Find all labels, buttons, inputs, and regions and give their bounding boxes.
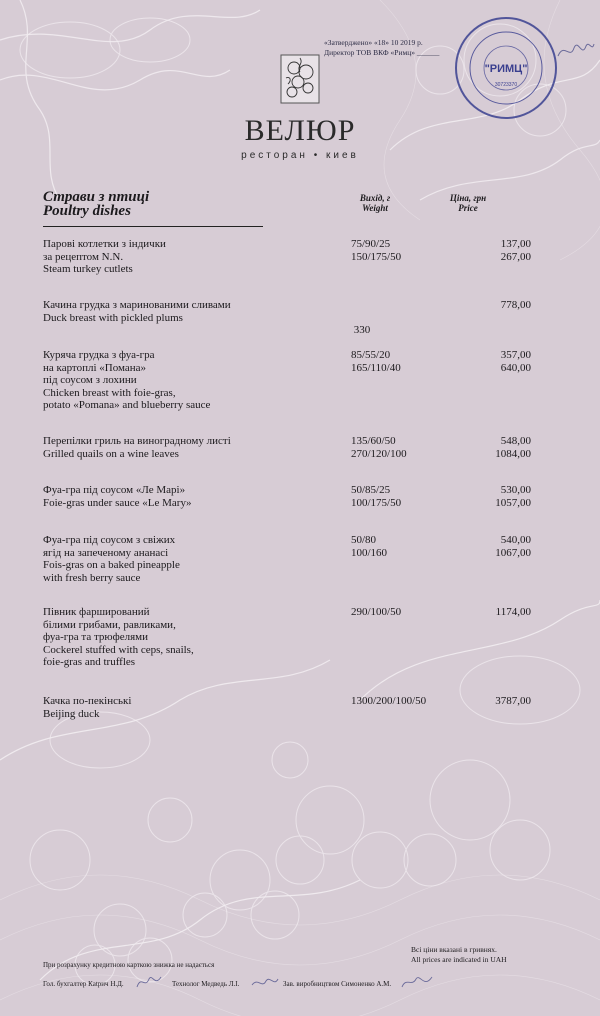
section-title-en: Poultry dishes bbox=[43, 203, 131, 219]
dish-name: на картоплі «Помана» bbox=[43, 361, 147, 374]
dish-name: Фуа-гра під соусом з свіжих bbox=[43, 534, 176, 546]
dish-price: 640,00 bbox=[500, 361, 531, 374]
dish-name: Fois-gras on a baked pineapple bbox=[43, 559, 180, 571]
credit-card-note: При розрахунку кредитною карткою знижка не надається bbox=[43, 961, 215, 969]
approval-director-line: Директор ТОВ ВКФ «Римц» ______ bbox=[324, 48, 440, 57]
dish-name: foie-gras and truffles bbox=[43, 656, 136, 668]
dish-price: 1174,00 bbox=[495, 606, 531, 618]
dish-weight: 75/90/25 bbox=[351, 238, 391, 250]
dish-name: білими грибами, равликами, bbox=[43, 618, 176, 631]
dish-price: 357,00 bbox=[500, 349, 531, 361]
dish-name: Куряча грудка з фуа-гра bbox=[43, 349, 155, 361]
price-header-ua: Ціна, грн bbox=[449, 193, 487, 203]
currency-note bbox=[411, 945, 507, 965]
company-stamp bbox=[452, 14, 560, 122]
dish-price: 540,00 bbox=[500, 534, 531, 546]
dish-name: Качка по-пекінські bbox=[43, 695, 132, 707]
dish-price: 548,00 bbox=[500, 435, 531, 447]
dish-weight: 150/175/50 bbox=[351, 250, 402, 263]
dish-name: Beijing duck bbox=[43, 707, 100, 720]
section-divider bbox=[43, 226, 263, 227]
stamp-center-text: "РИМЦ" bbox=[484, 63, 528, 75]
dish-price: 1084,00 bbox=[495, 447, 531, 460]
dish-name: Chicken breast with foie-gras, bbox=[43, 386, 176, 399]
stamp-code: 30723370 bbox=[494, 82, 518, 88]
dish-price: 137,00 bbox=[500, 238, 531, 250]
dish-name: за рецептом N.N. bbox=[43, 250, 124, 263]
dish-weight: 100/175/50 bbox=[351, 496, 402, 509]
restaurant-emblem-icon bbox=[280, 54, 320, 104]
weight-header-ua: Вихід, г bbox=[359, 193, 391, 203]
dish-price: 3787,00 bbox=[495, 695, 531, 707]
dish-weight: 100/160 bbox=[351, 546, 388, 559]
dish-name: potato «Pomana» and blueberry sauce bbox=[43, 399, 211, 411]
dish-weight: 1300/200/100/50 bbox=[351, 695, 427, 707]
dish-weight: 165/110/40 bbox=[351, 361, 401, 374]
dish-name: Foie-gras under sauce «Le Mary» bbox=[43, 496, 192, 509]
dish-weight: 50/80 bbox=[351, 534, 377, 546]
dish-name: Cockerel stuffed with ceps, snails, bbox=[43, 643, 194, 656]
technologist-signature-line: Технолог Медведь Л.І. bbox=[172, 980, 240, 988]
dish-name: Перепілки гриль на виноградному листі bbox=[43, 435, 231, 447]
dish-name: Парові котлетки з індички bbox=[43, 238, 166, 250]
dish-name: Duck breast with pickled plums bbox=[43, 311, 183, 324]
dish-weight: 270/120/100 bbox=[351, 447, 407, 460]
technologist-signature bbox=[250, 973, 280, 991]
director-signature bbox=[556, 38, 596, 62]
restaurant-name: ВЕЛЮР bbox=[244, 114, 356, 147]
deputy-signature bbox=[400, 973, 434, 991]
accountant-signature-line: Гол. бухгалтер Кatрич Н.Д. bbox=[43, 980, 124, 988]
dish-weight: 135/60/50 bbox=[351, 435, 396, 447]
weight-header-en: Weight bbox=[362, 203, 388, 213]
section-title bbox=[43, 190, 149, 218]
price-header-en: Price bbox=[458, 203, 478, 213]
dish-weight: 330 bbox=[351, 324, 371, 336]
price-column-header bbox=[438, 193, 498, 213]
dish-name: Фуа-гра під соусом «Ле Марі» bbox=[43, 484, 186, 496]
dish-name: Качина грудка з маринованими сливами bbox=[43, 299, 231, 311]
approval-line: «Затверджено» «18» 10 2019 р. bbox=[324, 38, 423, 47]
dish-name: ягід на запеченому ананасі bbox=[43, 546, 169, 559]
dish-name: Steam turkey cutlets bbox=[43, 263, 133, 275]
dish-price: 1067,00 bbox=[495, 546, 531, 559]
dish-price: 1057,00 bbox=[495, 496, 531, 509]
dish-price: 778,00 bbox=[500, 299, 531, 311]
currency-note-ua: Всі ціни вказані в гривнях. bbox=[411, 945, 497, 954]
dish-name: фуа-гра та трюфелями bbox=[43, 631, 148, 643]
dish-price: 530,00 bbox=[500, 484, 531, 496]
dish-name: with fresh berry sauce bbox=[43, 571, 141, 584]
dish-price: 267,00 bbox=[500, 250, 531, 263]
deputy-signature-line: Зав. виробництвом Симоненко А.М. bbox=[283, 980, 392, 988]
dish-name: Півник фарширований bbox=[43, 606, 150, 618]
weight-column-header bbox=[345, 193, 405, 213]
restaurant-subtitle: ресторан • киев bbox=[241, 150, 359, 161]
dish-weight: 85/55/20 bbox=[351, 349, 391, 361]
dish-name: під соусом з лохини bbox=[43, 374, 137, 386]
section-title-ua: Страви з птиці bbox=[43, 189, 150, 205]
currency-note-en: All prices are indicated in UAH bbox=[411, 955, 507, 964]
accountant-signature bbox=[135, 973, 163, 991]
dish-weight: 290/100/50 bbox=[351, 606, 402, 618]
dish-name: Grilled quails on a wine leaves bbox=[43, 447, 179, 460]
dish-weight: 50/85/25 bbox=[351, 484, 391, 496]
